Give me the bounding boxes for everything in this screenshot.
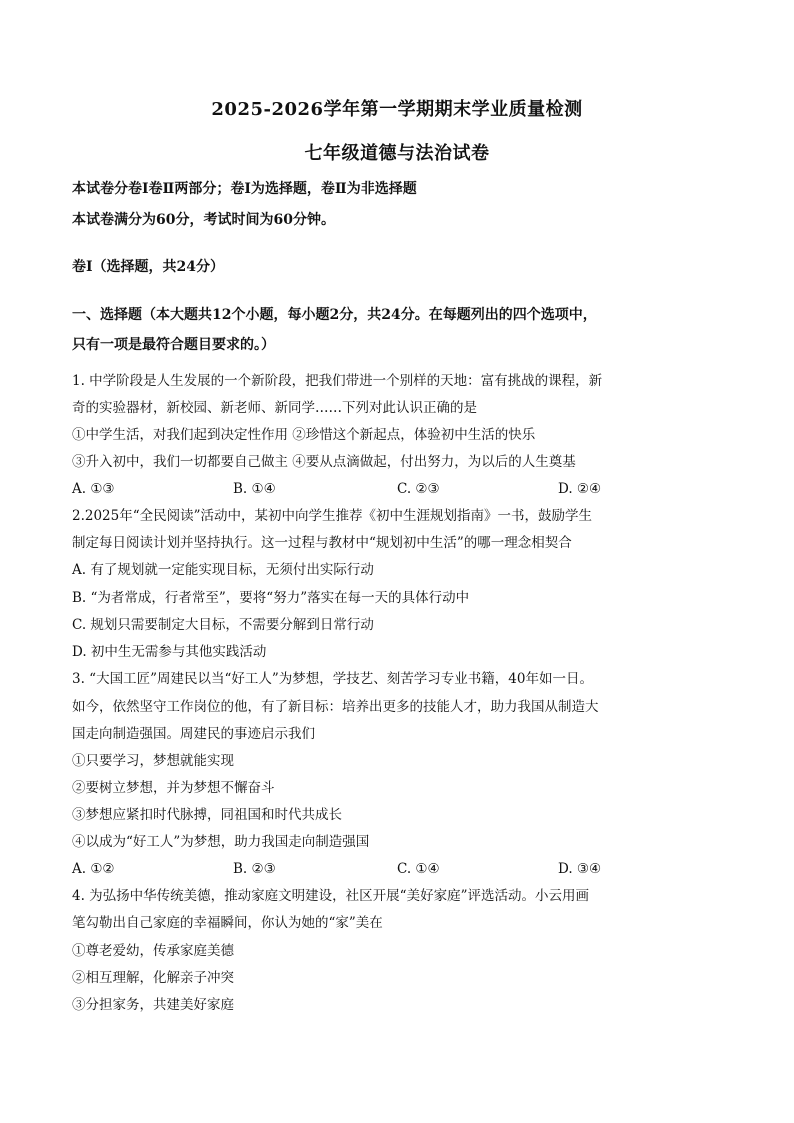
q1-stem-line-2: 奇的实验器材，新校园、新老师、新同学……下列对此认识正确的是 — [72, 400, 477, 416]
q1-option-a: A. ①③ — [72, 481, 115, 497]
section-1-heading-line-2: 只有一项是最符合题目要求的。） — [72, 337, 275, 353]
exam-title: 2025-2026学年第一学期期末学业质量检测 — [211, 99, 583, 120]
q1-item-line-2: ③升入初中，我们一切都要自己做主 ④要从点滴做起，付出努力，为以后的人生奠基 — [72, 454, 576, 470]
q3-option-d: D. ③④ — [558, 861, 602, 877]
q3-option-c: C. ①④ — [397, 861, 440, 877]
q2-stem-line-2: 制定每日阅读计划并坚持执行。这一过程与教材中“规划初中生活”的哪一理念相契合 — [72, 535, 572, 551]
q3-item-1: ①只要学习，梦想就能实现 — [72, 753, 234, 769]
q4-stem-line-2: 笔勾勒出自己家庭的幸福瞬间，你认为她的“家”美在 — [72, 915, 383, 931]
q1-option-b: B. ①④ — [233, 481, 276, 497]
q4-item-1: ①尊老爱幼，传承家庭美德 — [72, 943, 234, 959]
q1-option-c: C. ②③ — [397, 481, 440, 497]
q3-option-b: B. ②③ — [233, 861, 276, 877]
q1-option-d: D. ②④ — [558, 481, 602, 497]
instruction-line-1: 本试卷分卷Ⅰ卷Ⅱ两部分；卷Ⅰ为选择题，卷Ⅱ为非选择题 — [72, 181, 417, 197]
q1-stem-line-1: 1. 中学阶段是人生发展的一个新阶段，把我们带进一个别样的天地：富有挑战的课程，新 — [72, 373, 603, 389]
instruction-line-2: 本试卷满分为60分，考试时间为60分钟。 — [72, 212, 335, 228]
q3-item-3: ③梦想应紧扣时代脉搏，同祖国和时代共成长 — [72, 807, 342, 823]
q3-item-4: ④以成为“好工人”为梦想，助力我国走向制造强国 — [72, 834, 370, 850]
section-1-heading-line-1: 一、选择题（本大题共12个小题，每小题2分，共24分。在每题列出的四个选项中， — [72, 307, 597, 323]
q2-option-d: D. 初中生无需参与其他实践活动 — [72, 644, 267, 660]
q4-stem-line-1: 4. 为弘扬中华传统美德，推动家庭文明建设，社区开展“美好家庭”评选活动。小云用画 — [72, 888, 589, 904]
q4-item-2: ②相互理解，化解亲子冲突 — [72, 970, 234, 986]
q3-item-2: ②要树立梦想，并为梦想不懈奋斗 — [72, 780, 275, 796]
exam-subtitle: 七年级道德与法治试卷 — [304, 143, 490, 164]
q2-stem-line-1: 2.2025年“全民阅读”活动中，某初中向学生推荐《初中生涯规划指南》一书，鼓励学生 — [72, 508, 593, 524]
part-1-title: 卷Ⅰ（选择题，共24分） — [72, 259, 225, 275]
q3-stem-line-2: 如今，依然坚守工作岗位的他，有了新目标：培养出更多的技能人才，助力我国从制造大 — [72, 699, 599, 715]
q1-item-line-1: ①中学生活，对我们起到决定性作用 ②珍惜这个新起点，体验初中生活的快乐 — [72, 427, 536, 443]
q3-stem-line-1: 3. “大国工匠”周建民以当“好工人”为梦想，学技艺、刻苦学习专业书籍，40年如一日。 — [72, 671, 593, 687]
q2-option-c: C. 规划只需要制定大目标，不需要分解到日常行动 — [72, 617, 374, 633]
q2-option-b: B. “为者常成，行者常至”，要将“努力”落实在每一天的具体行动中 — [72, 590, 470, 606]
q2-option-a: A. 有了规划就一定能实现目标，无须付出实际行动 — [72, 562, 374, 578]
q4-item-3: ③分担家务，共建美好家庭 — [72, 997, 234, 1013]
q3-option-a: A. ①② — [72, 861, 115, 877]
q3-stem-line-3: 国走向制造强国。周建民的事迹启示我们 — [72, 726, 315, 742]
